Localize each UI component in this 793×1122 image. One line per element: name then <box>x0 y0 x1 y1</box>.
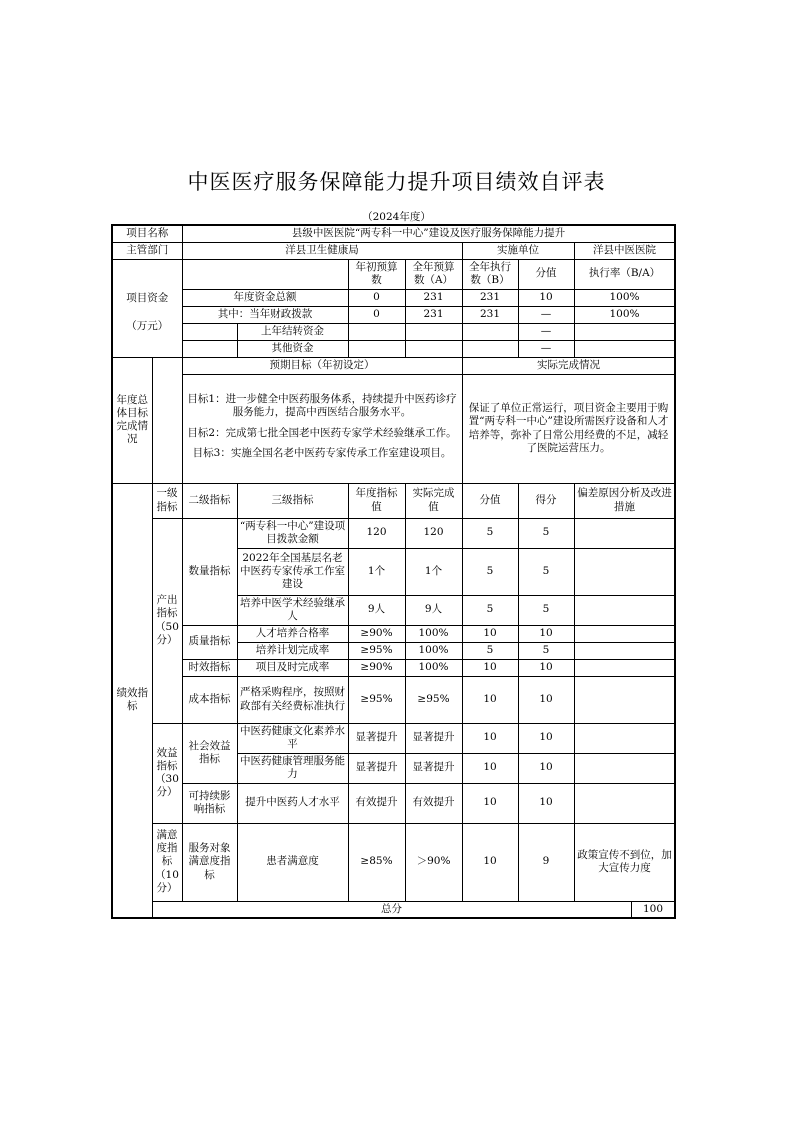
perf-l3: 培养计划完成率 <box>237 642 348 659</box>
funds-full <box>405 323 462 340</box>
cost-label: 成本指标 <box>182 676 237 723</box>
perf-actual: 9人 <box>405 595 462 625</box>
perf-l3: 培养中医学术经验继承人 <box>237 595 348 625</box>
perf-note <box>574 642 675 659</box>
perf-note <box>574 518 675 548</box>
goals-header-row <box>112 357 675 374</box>
funds-exec: 231 <box>462 289 518 306</box>
funds-row-label: 其中：当年财政拨款 <box>182 306 348 323</box>
perf-target: 显著提升 <box>348 753 405 783</box>
perf-score: 10 <box>462 625 518 642</box>
funds-row-label: 其他资金 <box>237 340 348 357</box>
perf-note <box>574 753 675 783</box>
goal-target-1: 目标1：进一步健全中医药服务体系，持续提升中医药诊疗服务能力，提高中西医结合服务水平。 <box>187 393 457 419</box>
perf-label: 绩效指标 <box>112 483 152 918</box>
perf-target: 9人 <box>348 595 405 625</box>
perf-l3: 严格采购程序，按照财政部有关经费标准执行 <box>237 676 348 723</box>
service-label: 服务对象满意度指标 <box>182 823 237 901</box>
self-evaluation-table <box>111 224 676 919</box>
funds-label-line2: （万元） <box>126 320 169 332</box>
perf-actual: 120 <box>405 518 462 548</box>
perf-actual: 显著提升 <box>405 753 462 783</box>
perf-note <box>574 783 675 823</box>
satisfaction-label: 满意度指标（10分） <box>152 823 182 901</box>
funds-budget: 0 <box>348 306 405 323</box>
perf-col-score: 分值 <box>462 483 518 518</box>
perf-l3: 患者满意度 <box>237 823 348 901</box>
perf-got: 10 <box>518 676 574 723</box>
funds-rate: 100% <box>574 289 675 306</box>
perf-score: 10 <box>462 723 518 753</box>
perf-score: 5 <box>462 518 518 548</box>
impl-value: 洋县中医医院 <box>574 242 675 259</box>
funds-indent <box>182 323 237 340</box>
perf-row <box>112 723 675 753</box>
perf-actual: 100% <box>405 642 462 659</box>
perf-actual: ≥95% <box>405 676 462 723</box>
perf-col-l1: 一级指标 <box>152 483 182 518</box>
perf-col-l2: 二级指标 <box>182 483 237 518</box>
perf-row <box>112 783 675 823</box>
perf-actual: 有效提升 <box>405 783 462 823</box>
perf-target: 显著提升 <box>348 723 405 753</box>
perf-got: 10 <box>518 723 574 753</box>
perf-got: 5 <box>518 642 574 659</box>
perf-col-l3: 三级指标 <box>237 483 348 518</box>
output-label: 产出指标（50分） <box>152 518 182 723</box>
funds-row-label: 年度资金总额 <box>182 289 348 306</box>
quantity-label: 数量指标 <box>182 518 237 625</box>
perf-target: ≥95% <box>348 642 405 659</box>
perf-row <box>112 823 675 901</box>
goals-label: 年度总体目标完成情况 <box>112 357 152 483</box>
perf-l3: 提升中医药人才水平 <box>237 783 348 823</box>
quality-label: 质量指标 <box>182 625 237 659</box>
perf-got: 10 <box>518 783 574 823</box>
perf-l3: 2022年全国基层名老中医药专家传承工作室建设 <box>237 548 348 595</box>
funds-row-label: 上年结转资金 <box>237 323 348 340</box>
perf-actual: 100% <box>405 625 462 642</box>
perf-note: 政策宣传不到位，加大宣传力度 <box>574 823 675 901</box>
perf-got: 5 <box>518 518 574 548</box>
dept-value: 洋县卫生健康局 <box>182 242 462 259</box>
perf-got: 10 <box>518 625 574 642</box>
dept-label: 主管部门 <box>112 242 182 259</box>
perf-got: 9 <box>518 823 574 901</box>
perf-target: 1个 <box>348 548 405 595</box>
total-row <box>112 901 675 918</box>
perf-score: 10 <box>462 823 518 901</box>
funds-row <box>112 306 675 323</box>
perf-score: 10 <box>462 783 518 823</box>
perf-l3: “两专科一中心”建设项目拨款金额 <box>237 518 348 548</box>
perf-target: ≥90% <box>348 659 405 676</box>
perf-actual: 1个 <box>405 548 462 595</box>
perf-note <box>574 659 675 676</box>
funds-full: 231 <box>405 306 462 323</box>
goal-target-2: 目标2：完成第七批全国老中医药专家学术经验继承工作。 <box>187 426 457 439</box>
perf-header-row <box>112 483 675 518</box>
perf-got: 5 <box>518 595 574 625</box>
goals-expected-header: 预期目标（年初设定） <box>182 357 462 374</box>
funds-row <box>112 289 675 306</box>
funds-budget <box>348 323 405 340</box>
page-title: 中医医疗服务保障能力提升项目绩效自评表 <box>187 170 606 194</box>
funds-label <box>112 259 182 357</box>
perf-note <box>574 676 675 723</box>
social-label: 社会效益指标 <box>182 723 237 783</box>
funds-budget <box>348 340 405 357</box>
perf-got: 10 <box>518 659 574 676</box>
sustain-label: 可持续影响指标 <box>182 783 237 823</box>
funds-indent <box>182 340 237 357</box>
project-name-row <box>112 225 675 242</box>
perf-target: 有效提升 <box>348 783 405 823</box>
funds-rate: 100% <box>574 306 675 323</box>
perf-got: 5 <box>518 548 574 595</box>
perf-actual: 100% <box>405 659 462 676</box>
goals-actual-header: 实际完成情况 <box>462 357 675 374</box>
perf-note <box>574 723 675 753</box>
funds-rate <box>574 340 675 357</box>
perf-row <box>112 625 675 642</box>
col-executed: 全年执行数（B） <box>462 259 518 289</box>
perf-row <box>112 659 675 676</box>
perf-col-note: 偏差原因分析及改进措施 <box>574 483 675 518</box>
department-row <box>112 242 675 259</box>
funds-header-row <box>112 259 675 289</box>
perf-col-target: 年度指标值 <box>348 483 405 518</box>
perf-score: 5 <box>462 642 518 659</box>
funds-row <box>112 323 675 340</box>
funds-exec <box>462 323 518 340</box>
col-budget: 年初预算数 <box>348 259 405 289</box>
perf-l3: 中医药健康管理服务能力 <box>237 753 348 783</box>
goals-expected <box>182 374 462 483</box>
goals-spacer <box>152 357 182 483</box>
funds-score: — <box>518 306 574 323</box>
perf-score: 10 <box>462 753 518 783</box>
perf-l3: 人才培养合格率 <box>237 625 348 642</box>
perf-l3: 中医药健康文化素养水平 <box>237 723 348 753</box>
perf-l3: 项目及时完成率 <box>237 659 348 676</box>
impl-label: 实施单位 <box>462 242 574 259</box>
funds-label-line1: 项目资金 <box>126 291 169 304</box>
perf-row <box>112 676 675 723</box>
perf-note <box>574 595 675 625</box>
funds-budget: 0 <box>348 289 405 306</box>
funds-full: 231 <box>405 289 462 306</box>
funds-header-blank <box>182 259 348 289</box>
funds-rate <box>574 323 675 340</box>
total-label: 总分 <box>152 901 631 918</box>
perf-target: 120 <box>348 518 405 548</box>
funds-score: 10 <box>518 289 574 306</box>
funds-row <box>112 340 675 357</box>
perf-target: ≥90% <box>348 625 405 642</box>
report-year: （2024年度） <box>362 211 431 223</box>
funds-exec <box>462 340 518 357</box>
col-rate: 执行率（B/A） <box>574 259 675 289</box>
goal-target-3: 目标3：实施全国名老中医药专家传承工作室建设项目。 <box>192 446 452 459</box>
project-name-value: 县级中医医院“两专科一中心”建设及医疗服务保障能力提升 <box>182 225 675 242</box>
perf-target: ≥85% <box>348 823 405 901</box>
col-full-budget: 全年预算数（A） <box>405 259 462 289</box>
perf-actual: 显著提升 <box>405 723 462 753</box>
perf-row <box>112 518 675 548</box>
col-score: 分值 <box>518 259 574 289</box>
funds-full <box>405 340 462 357</box>
perf-score: 10 <box>462 659 518 676</box>
perf-got: 10 <box>518 753 574 783</box>
perf-score: 5 <box>462 548 518 595</box>
funds-score: — <box>518 323 574 340</box>
project-name-label: 项目名称 <box>112 225 182 242</box>
funds-score: — <box>518 340 574 357</box>
perf-target: ≥95% <box>348 676 405 723</box>
perf-score: 10 <box>462 676 518 723</box>
perf-note <box>574 625 675 642</box>
goals-content-row <box>112 374 675 483</box>
perf-note <box>574 548 675 595</box>
total-score: 100 <box>631 901 675 918</box>
funds-exec: 231 <box>462 306 518 323</box>
goals-actual: 保证了单位正常运行，项目资金主要用于购置“两专科一中心”建设所需医疗设备和人才培养等，弥补了日常公用经费的不足，减轻了医院运营压力。 <box>462 374 675 483</box>
benefit-label: 效益指标（30分） <box>152 723 182 823</box>
perf-actual: ＞90% <box>405 823 462 901</box>
perf-col-actual: 实际完成值 <box>405 483 462 518</box>
perf-col-got: 得分 <box>518 483 574 518</box>
perf-score: 5 <box>462 595 518 625</box>
time-label: 时效指标 <box>182 659 237 676</box>
